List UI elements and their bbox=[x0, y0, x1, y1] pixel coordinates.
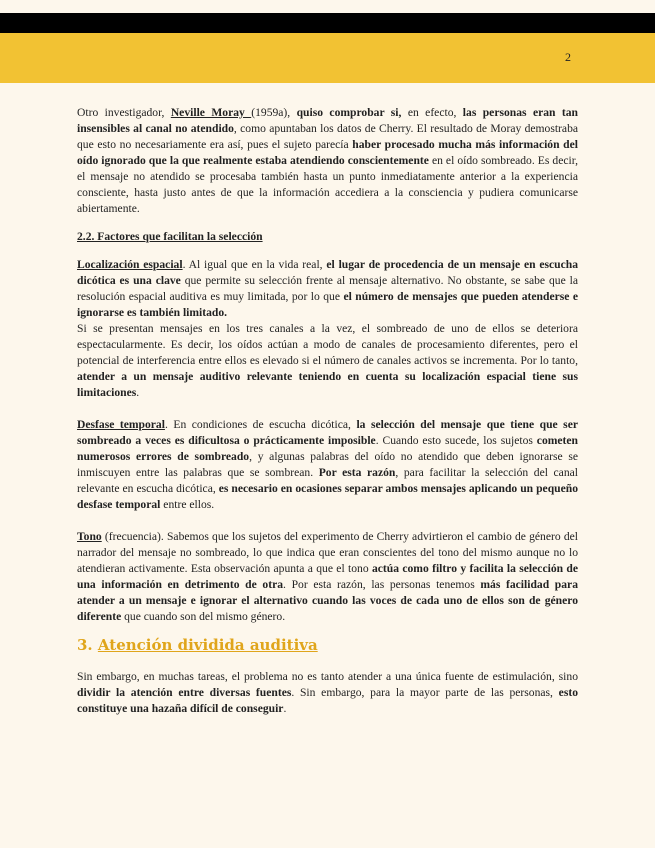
page-number: 2 bbox=[565, 50, 571, 64]
section-number: 3. bbox=[77, 636, 98, 654]
text: . Al igual que en la vida real, bbox=[182, 258, 327, 271]
text: , como apuntaban los datos de Cherry. El resultado de Moray demostraba que esto no necesariamente era así, pues el sujeto parecía bbox=[77, 122, 579, 151]
bold-text: dividir la atención entre diversas fuentes bbox=[77, 686, 292, 699]
bold-text: quiso comprobar si, bbox=[296, 106, 402, 119]
bold-text: esto constituye una hazaña difícil de conseguir bbox=[77, 686, 578, 715]
text: Sin embargo, en muchas tareas, el problema no es tanto atender a una única fuente de estimulación, sino bbox=[77, 670, 578, 683]
text: . bbox=[283, 702, 287, 715]
section-heading bbox=[77, 637, 578, 653]
text: . bbox=[136, 386, 140, 399]
text: , y algunas palabras del oído no atendido que deben ignorarse se inmiscuyen entre las palabras que se sombrean. bbox=[77, 450, 578, 479]
bold-text: las personas eran tan insensibles al canal no atendido bbox=[77, 106, 578, 135]
term-title: Localización espacial bbox=[77, 258, 183, 271]
text: entre ellos. bbox=[160, 498, 215, 511]
bold-text: es necesario en ocasiones separar ambos mensajes aplicando un pequeño desfase temporal bbox=[77, 482, 578, 511]
term-title: Tono bbox=[77, 530, 102, 543]
top-black-bar bbox=[0, 13, 655, 33]
document-body bbox=[77, 105, 578, 717]
text: . Sin embargo, para la mayor parte de las personas, bbox=[291, 686, 559, 699]
text: . Por esta razón, las personas tenemos bbox=[283, 578, 481, 591]
text: (frecuencia). Sabemos que los sujetos del experimento de Cherry advirtieron el cambio de género del narrador del mensaje no sombreado, lo que indica que eran conscientes del tono del mismo aunque no lo atendieran activamente. Esta observación apunta a que el tono bbox=[77, 530, 578, 575]
text: en efecto, bbox=[401, 106, 463, 119]
page-header bbox=[0, 33, 655, 83]
text: Otro investigador, bbox=[77, 106, 171, 119]
paragraph-atencion-dividida bbox=[77, 669, 578, 717]
text: . Cuando esto sucede, los sujetos bbox=[375, 434, 537, 447]
subsection-heading: 2.2. Factores que facilitan la selección bbox=[77, 230, 263, 243]
author-name: Neville Moray bbox=[170, 106, 252, 119]
text: (1959a), bbox=[251, 106, 297, 119]
paragraph-moray bbox=[77, 105, 578, 217]
bold-text: más facilidad para atender a un mensaje e ignorar el alternativo cuando las voces de cada uno de ellos son de género diferente bbox=[77, 578, 578, 623]
paragraph-canales bbox=[77, 321, 578, 401]
paragraph-localizacion bbox=[77, 257, 578, 321]
bold-text: el número de mensajes que pueden atenderse e ignorarse es también limitado. bbox=[77, 290, 579, 319]
bold-text: el lugar de procedencia de un mensaje en escucha dicótica es una clave bbox=[77, 258, 579, 287]
paragraph-tono bbox=[77, 529, 578, 625]
text: . En condiciones de escucha dicótica, bbox=[164, 418, 357, 431]
text: , para facilitar la selección del canal relevante en escucha dicótica, bbox=[77, 466, 578, 495]
text: Si se presentan mensajes en los tres canales a la vez, el sombreado de uno de ellos se deteriora espectacularmente. Es decir, los oídos actúan a modo de canales de procesamiento diferentes, pero el potencial de interferencia entre ellos es elevado si el número de canales activos se incrementa. Por lo tanto, bbox=[77, 322, 578, 367]
section-title: Atención dividida auditiva bbox=[97, 636, 318, 654]
bold-text: Por esta razón bbox=[318, 466, 396, 479]
term-title: Desfase temporal bbox=[77, 418, 165, 431]
text: que cuando son del mismo género. bbox=[121, 610, 286, 623]
bold-text: atender a un mensaje auditivo relevante teniendo en cuenta su localización espacial tiene sus limitaciones bbox=[77, 370, 578, 399]
text: en el oído sombreado. Es decir, el mensaje no atendido se procesaba también hasta un punto inmediatamente anterior a la experiencia consciente, hasta justo antes de que la información accediera a la consciencia y pudiera comunicarse abiertamente. bbox=[77, 154, 579, 215]
bold-text: cometen numerosos errores de sombreado bbox=[77, 434, 578, 463]
text: que permite su selección frente al mensaje alternativo. No obstante, se sabe que la resolución espacial auditiva es muy limitada, por lo que bbox=[77, 274, 578, 303]
bold-text: la selección del mensaje que tiene que ser sombreado a veces es dificultosa o prácticamente imposible bbox=[77, 418, 578, 447]
bold-text: actúa como filtro y facilita la selección de una información en detrimento de otra bbox=[77, 562, 578, 591]
paragraph-desfase bbox=[77, 417, 578, 513]
bold-text: haber procesado mucha más información del oído ignorado que la que realmente estaba atendiendo conscientemente bbox=[77, 138, 578, 167]
